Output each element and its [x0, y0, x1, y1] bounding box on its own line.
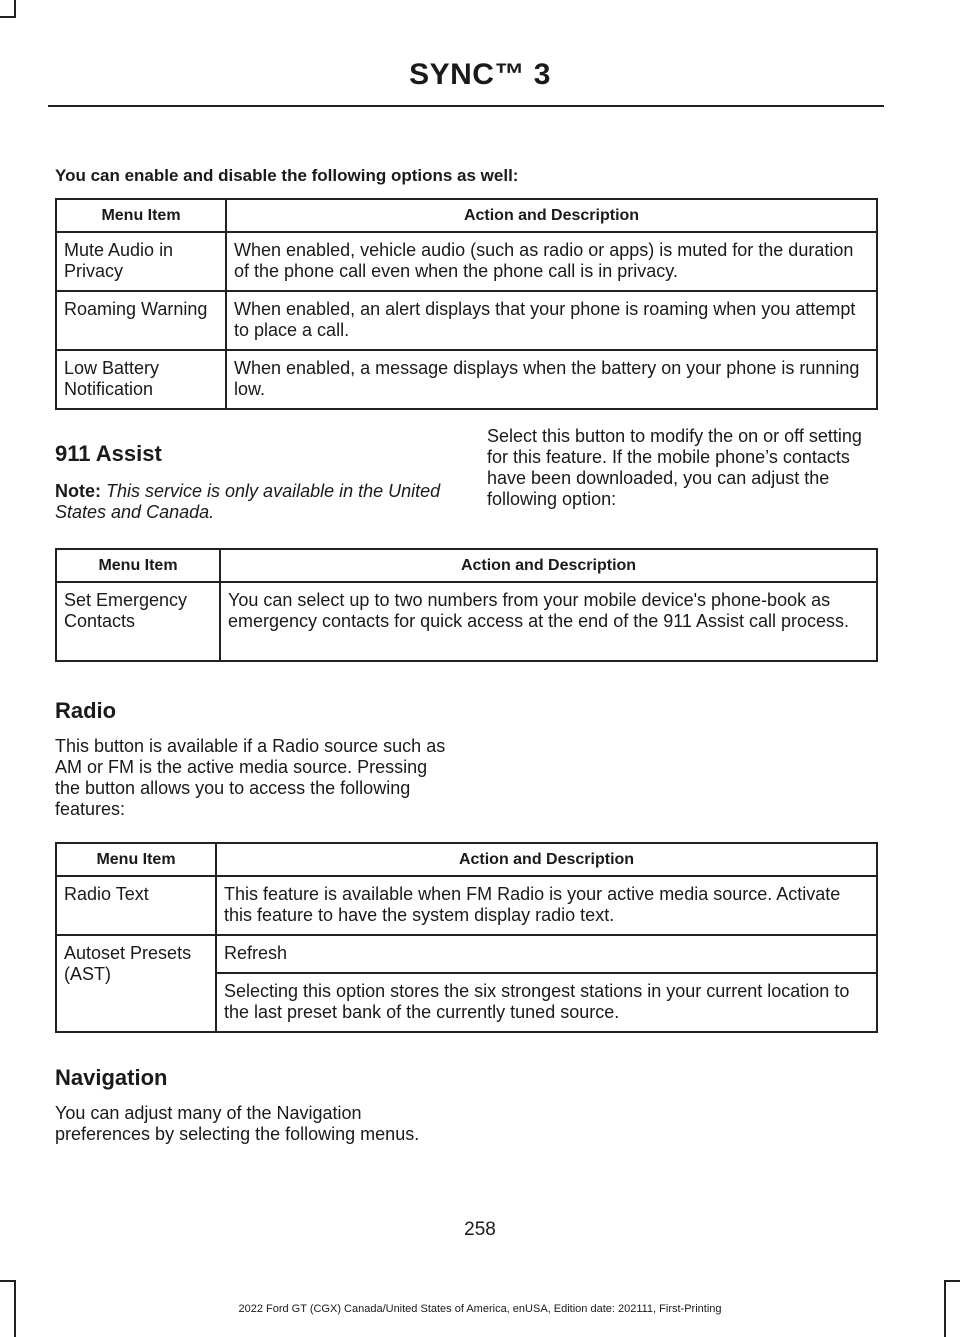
radio-table: [55, 842, 878, 1033]
assist-body-text: Select this button to modify the on or off setting for this feature. If the mobile phone’s contacts have been downloaded, you can adjust the following option:: [487, 426, 862, 509]
crop-mark: [0, 16, 16, 18]
options-table: [55, 198, 878, 410]
navigation-body-text: You can adjust many of the Navigation preferences by selecting the following menus.: [55, 1103, 420, 1144]
table-row: [56, 876, 877, 935]
page-number: 258: [464, 1219, 496, 1240]
description-cell: When enabled, a message displays when the battery on your phone is running low.: [226, 350, 877, 409]
note-paragraph: [55, 481, 445, 523]
radio-body-text: This button is available if a Radio source such as AM or FM is the active media source. Pressing the button allows you to access the following features:: [55, 736, 446, 819]
description-cell: This feature is available when FM Radio is your active media source. Activate this feature to have the system display radio text.: [216, 876, 877, 935]
column-header: Menu Item: [56, 199, 226, 232]
description-cell: Selecting this option stores the six strongest stations in your current location to the last preset bank of the currently tuned source.: [216, 973, 877, 1032]
column-header: Action and Description: [220, 549, 877, 582]
column-header: Menu Item: [56, 843, 216, 876]
menu-item-cell: Roaming Warning: [56, 291, 226, 350]
menu-item-cell: Low Battery Notification: [56, 350, 226, 409]
table-row: [56, 291, 877, 350]
menu-item-cell: Set Emergency Contacts: [56, 582, 220, 661]
table-header-row: [56, 549, 877, 582]
page-header-title: SYNC™ 3: [409, 58, 551, 91]
menu-item-cell: Mute Audio in Privacy: [56, 232, 226, 291]
footer-text: 2022 Ford GT (CGX) Canada/United States of America, enUSA, Edition date: 202111, First-Printing: [238, 1303, 722, 1315]
column-header: Action and Description: [216, 843, 877, 876]
description-cell: When enabled, vehicle audio (such as radio or apps) is muted for the duration of the phone call even when the phone call is in privacy.: [226, 232, 877, 291]
note-label: Note:: [55, 481, 101, 501]
crop-mark: [0, 1280, 16, 1282]
intro-text: You can enable and disable the following options as well:: [55, 166, 519, 185]
column-header: Action and Description: [226, 199, 877, 232]
description-cell: You can select up to two numbers from your mobile device's phone-book as emergency contacts for quick access at the end of the 911 Assist call process.: [220, 582, 877, 661]
description-cell: When enabled, an alert displays that your phone is roaming when you attempt to place a call.: [226, 291, 877, 350]
header-divider: [48, 105, 884, 107]
section-heading-navigation: Navigation: [55, 1065, 168, 1090]
table-header-row: [56, 843, 877, 876]
note-text: This service is only available in the United States and Canada.: [55, 481, 441, 522]
table-row: [56, 582, 877, 661]
section-heading-911-assist: 911 Assist: [55, 441, 162, 466]
table-header-row: [56, 199, 877, 232]
table-row: [56, 935, 877, 973]
emergency-contacts-table: [55, 548, 878, 662]
column-header: Menu Item: [56, 549, 220, 582]
menu-item-cell: Autoset Presets (AST): [56, 935, 216, 1032]
section-heading-radio: Radio: [55, 698, 117, 723]
menu-item-cell: Radio Text: [56, 876, 216, 935]
description-cell: Refresh: [216, 935, 877, 973]
crop-mark: [944, 1280, 960, 1282]
table-row: [56, 350, 877, 409]
table-row: [56, 232, 877, 291]
